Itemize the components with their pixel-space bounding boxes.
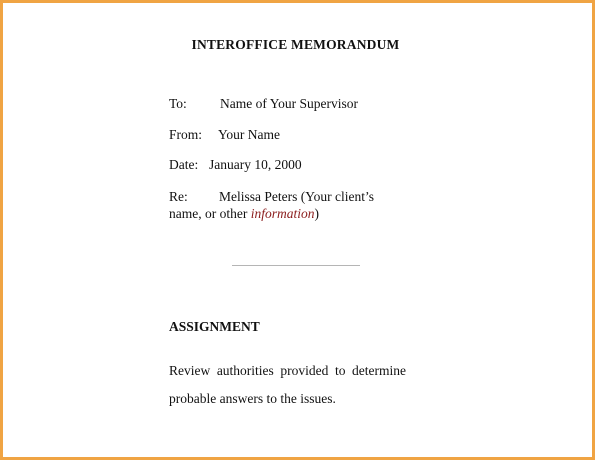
to-field bbox=[169, 96, 358, 112]
date-field bbox=[169, 157, 302, 173]
from-label: From: bbox=[169, 127, 203, 142]
date-value: January 10, 2000 bbox=[209, 157, 302, 172]
to-label: To: bbox=[169, 96, 187, 111]
memo-title: INTEROFFICE MEMORANDUM bbox=[191, 37, 400, 52]
re-highlight-link[interactable]: information bbox=[250, 206, 315, 221]
to-value: Name of Your Supervisor bbox=[220, 96, 358, 111]
assignment-body-line2: probable answers to the issues. bbox=[169, 391, 336, 406]
re-line2-prefix: name, or other bbox=[169, 206, 251, 221]
section-divider bbox=[232, 265, 360, 266]
re-value-line2 bbox=[169, 205, 374, 222]
re-field bbox=[169, 188, 374, 222]
re-line2-suffix: ) bbox=[314, 206, 319, 221]
re-value-line1: Melissa Peters (Your client’s bbox=[219, 189, 374, 204]
assignment-body-line1: Review authorities provided to determine bbox=[169, 363, 406, 378]
re-label: Re: bbox=[169, 189, 188, 204]
from-value: Your Name bbox=[218, 127, 281, 142]
date-label: Date: bbox=[169, 157, 199, 172]
assignment-heading: ASSIGNMENT bbox=[169, 319, 260, 334]
from-field bbox=[169, 127, 280, 143]
